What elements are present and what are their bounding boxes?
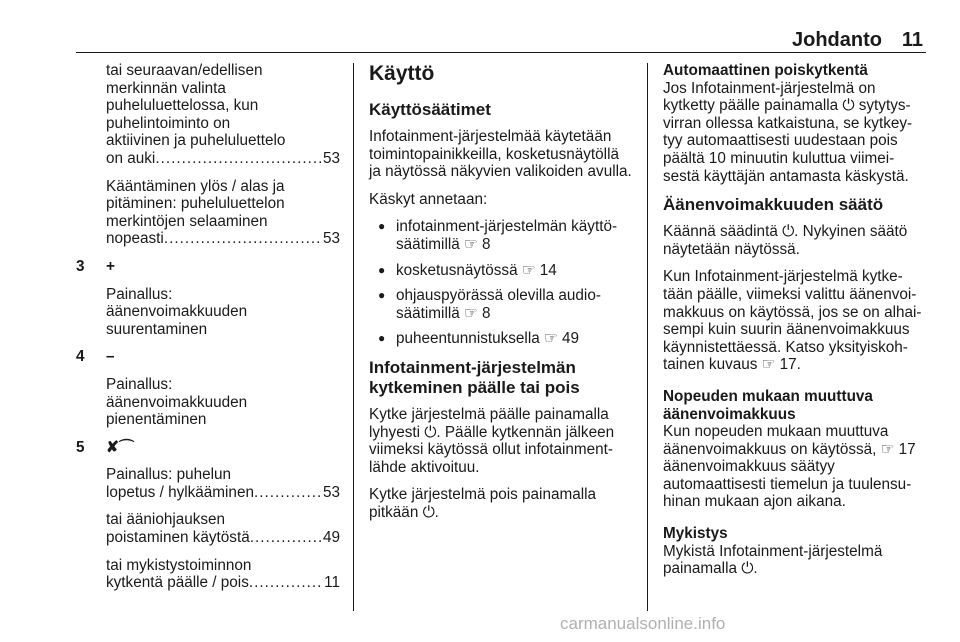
toc-leader-line: nopeasti ..... 53 (106, 230, 340, 248)
page-ref-link[interactable]: 53 (322, 483, 340, 501)
subsection-title: Käyttösäätimet (369, 100, 491, 119)
subheading: Automaattinen poiskytkentä (663, 62, 868, 79)
page-ref-link[interactable]: 53 (322, 149, 340, 167)
paragraph: Kun nopeuden mukaan muuttuva äänenvoimakkuus on käytössä, ☞ 17 äänenvoimakkuus säätyy automaattisesti tiemelun ja tuulensu-hinan mukaan ajon aikana. (663, 423, 916, 511)
item-5: 5 ✘⌒ Painallus: puhelun lopetus / hylkääminen ..... 53 tai ääniohjauksen poistaminen käytöstä ..... 49 tai mykistystoiminnon kytkentä päälle / pois ..... 11 (76, 439, 340, 592)
paragraph: Kytke järjestelmä pois painamalla pitkään ⏻. (369, 486, 597, 521)
page-ref-link[interactable]: 49 (322, 529, 340, 547)
toc-leader-line: lopetus / hylkääminen ..... 53 (106, 484, 340, 502)
list-item: ● kosketusnäytössä ☞ 14 (369, 262, 635, 280)
page-ref-link[interactable]: 53 (322, 230, 340, 248)
watermark: carmanualsonline.info (560, 614, 726, 633)
toc-leader-line: on auki ..... 53 (106, 150, 340, 168)
entry-call-list-select: tai seuraavan/edellisen merkinnän valinta puheluluettelossa, kun puhelintoiminto on aktiivinen ja puheluluettelo on auki ..... 53 (106, 62, 340, 168)
page-header-title: Johdanto (792, 29, 882, 51)
paragraph: Käännä säädintä ⏻. Nykyinen säätö näytetään näytössä. (663, 223, 908, 258)
list-item: ● ohjauspyörässä olevilla audio-säätimillä ☞ 8 (369, 287, 635, 322)
item-3: 3 + Painallus: äänenvoimakkuuden suurentaminen (76, 258, 340, 338)
bullet-list (369, 218, 635, 348)
page-number: 11 (901, 29, 923, 51)
subheading: Nopeuden mukaan muuttuva äänenvoimakkuus (663, 387, 873, 423)
paragraph: Käskyt annetaan: (369, 190, 488, 208)
section-title: Käyttö (369, 62, 435, 85)
paragraph: Kun Infotainment-järjestelmä kytke-tään päälle, viimeksi valittu äänenvoi-makkuus on käytössä, jos se on alhai-sempi kuin suurin äänenvoimakkuus käynnistettäessä. Katso yksityiskoh-tainen kuvaus ☞ 17. (663, 268, 922, 374)
plus-symbol: + (106, 257, 115, 275)
column-divider-2 (647, 63, 648, 611)
middle-column (369, 62, 635, 532)
paragraph: Kytke järjestelmä päälle painamalla lyhyesti ⏻. Päälle kytkennän jälkeen viimeksi käytössä ollut infotainment-lähde aktivoituu. (369, 405, 615, 476)
entry-call-list-scroll: Kääntäminen ylös / alas ja pitäminen: puheluluettelon merkintöjen selaaminen nopeasti ..... 53 (106, 178, 340, 248)
subheading: Mykistys (663, 525, 728, 543)
paragraph: Mykistä Infotainment-järjestelmä painamalla ⏻. (663, 542, 883, 578)
column-divider-1 (353, 63, 354, 611)
subsection-title: Äänenvoimakkuuden säätö (663, 195, 884, 215)
subsection-title: Infotainment-järjestelmän kytkeminen päälle tai pois (369, 357, 580, 397)
item-4: 4 – Painallus: äänenvoimakkuuden pienentäminen (76, 348, 340, 428)
list-item: ● infotainment-järjestelmän käyttö-säätimillä ☞ 8 (369, 218, 635, 253)
header-rule (76, 52, 926, 53)
paragraph: Jos Infotainment-järjestelmä on kytketty päälle painamalla ⏻ sytytys-virran ollessa katkaistuna, se kytkey-tyy automaattisesti uudestaan pois päältä 10 minuutin kuluttua viimei-sestä käyttäjän antamasta käskystä. (663, 79, 913, 185)
paragraph: Infotainment-järjestelmää käytetään toimintopainikkeilla, kosketusnäytöllä ja näytössä näkyvien valikoiden avulla. (369, 128, 632, 181)
left-column (76, 62, 340, 602)
right-column (663, 62, 927, 588)
toc-leader-line: poistaminen käytöstä ..... 49 (106, 529, 340, 547)
page-ref-link[interactable]: 11 (324, 574, 340, 592)
minus-symbol: – (106, 348, 115, 366)
toc-leader-line: kytkentä päälle / pois ..... 11 (106, 574, 340, 592)
list-item: ● puheentunnistuksella ☞ 49 (369, 330, 635, 348)
mute-hangup-icon: ✘⌒ (106, 438, 135, 456)
